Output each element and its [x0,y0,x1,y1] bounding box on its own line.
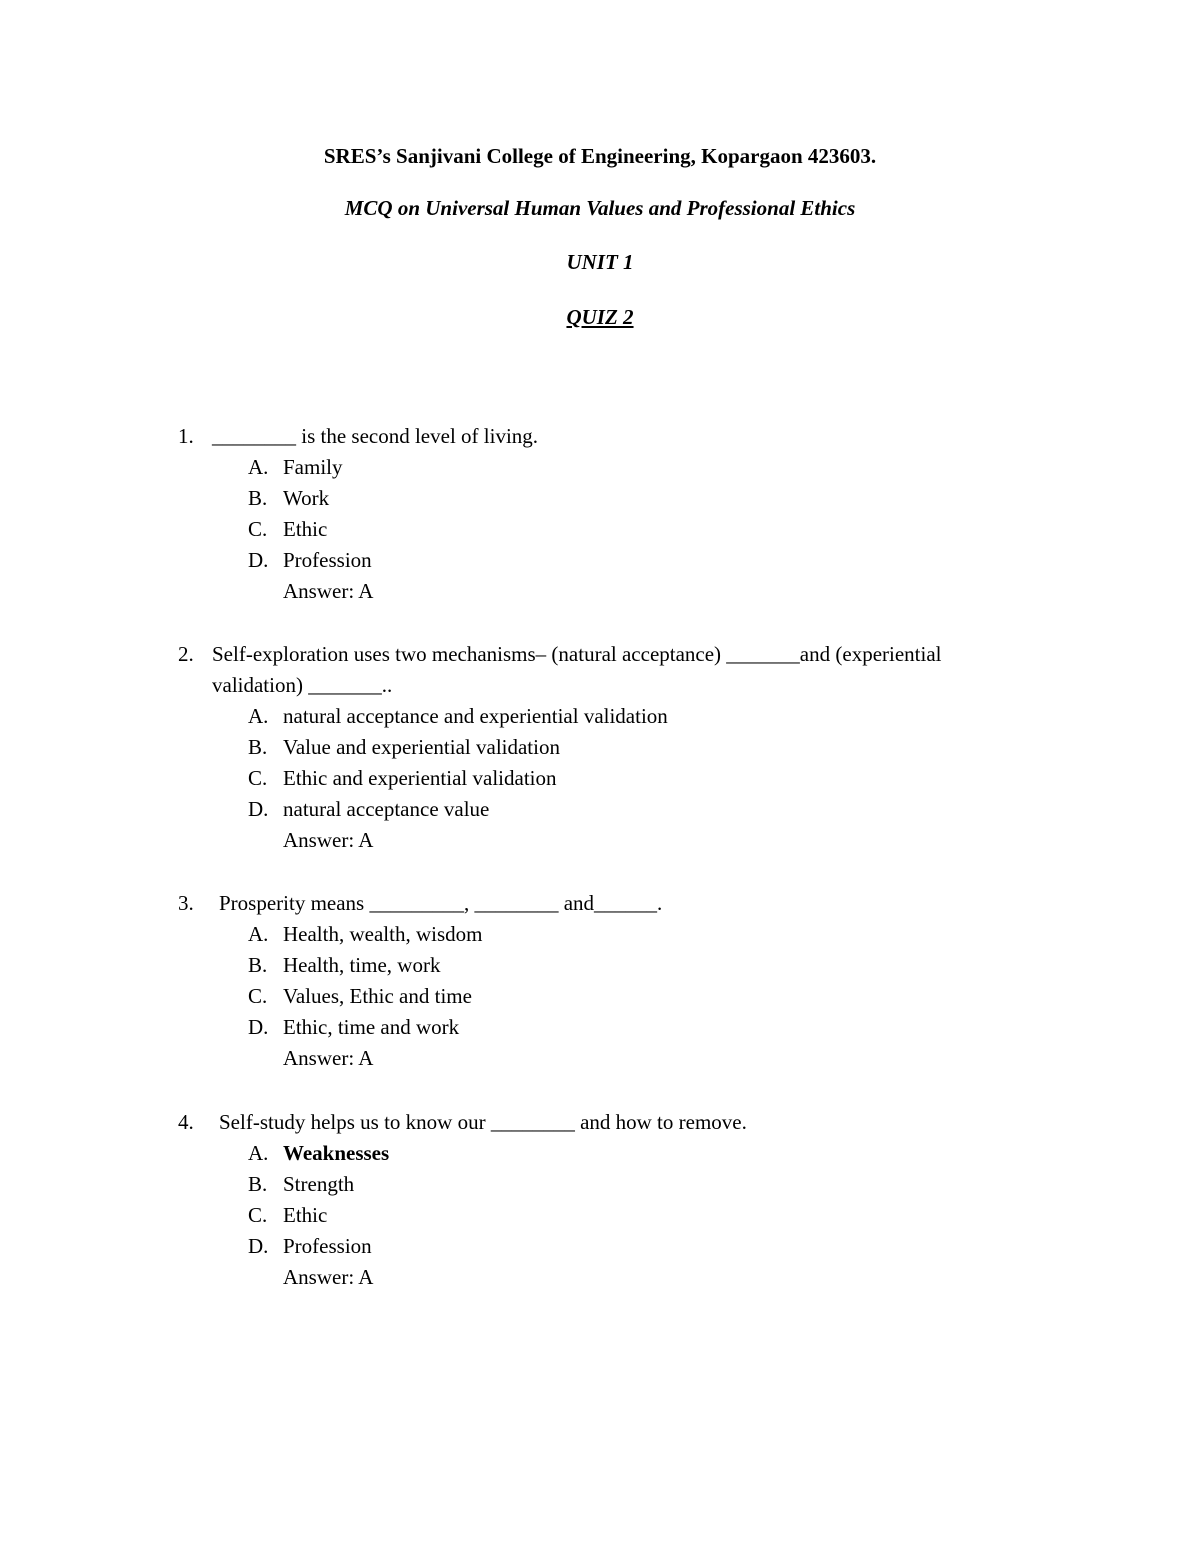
question-1 [0,421,1200,607]
option-text: Profession [283,1234,372,1258]
option-a [0,701,1200,732]
option-text: Values, Ethic and time [283,984,472,1008]
option-b [0,1169,1200,1200]
option-text: natural acceptance value [283,797,490,821]
option-text: Health, wealth, wisdom [283,922,483,946]
option-d [0,794,1200,825]
option-text: Profession [283,548,372,572]
option-text: Strength [283,1172,355,1196]
option-letter: A. [248,704,269,728]
option-text: Ethic and experiential validation [283,766,557,790]
question-number: 1. [178,424,194,448]
option-a [0,1138,1200,1169]
question-number: 3. [178,891,194,915]
option-b [0,483,1200,514]
option-letter: D. [248,797,269,821]
option-text: natural acceptance and experiential validation [283,704,668,728]
option-d [0,1231,1200,1262]
answer-line: Answer: A [283,1265,374,1289]
option-text: Work [283,486,330,510]
option-a [0,452,1200,483]
option-d [0,545,1200,576]
option-text: Value and experiential validation [283,735,560,759]
answer-line: Answer: A [283,828,374,852]
option-text: Ethic, time and work [283,1015,460,1039]
question-text: Self-exploration uses two mechanisms– (natural acceptance) _______and (experiential [212,642,942,666]
option-b [0,732,1200,763]
subject-heading: MCQ on Universal Human Values and Professional Ethics [344,196,856,220]
option-letter: C. [248,984,268,1008]
option-letter: A. [248,922,269,946]
option-b [0,950,1200,981]
question-number: 2. [178,642,194,666]
unit-heading: UNIT 1 [566,250,634,274]
option-text: Ethic [283,1203,328,1227]
option-d [0,1012,1200,1043]
college-heading: SRES’s Sanjivani College of Engineering, Kopargaon 423603. [323,144,877,168]
option-letter: D. [248,1234,269,1258]
option-letter: C. [248,766,268,790]
option-letter: B. [248,953,268,977]
question-4 [0,1107,1200,1293]
quiz-heading: QUIZ 2 [566,305,634,329]
option-letter: D. [248,1015,269,1039]
option-c [0,514,1200,545]
question-text: Self-study helps us to know our ________ and how to remove. [219,1110,747,1134]
answer-line: Answer: A [283,1046,374,1070]
question-text-continued: validation) _______.. [212,673,393,697]
option-letter: C. [248,1203,268,1227]
question-2 [0,639,1200,856]
question-3 [0,888,1200,1074]
option-letter: B. [248,1172,268,1196]
option-letter: B. [248,735,268,759]
question-text: ________ is the second level of living. [212,424,539,448]
option-letter: D. [248,548,269,572]
option-text: Ethic [283,517,328,541]
option-text: Health, time, work [283,953,441,977]
option-letter: B. [248,486,268,510]
question-number: 4. [178,1110,194,1134]
question-text: Prosperity means _________, ________ and______. [219,891,663,915]
answer-line: Answer: A [283,579,374,603]
option-c [0,763,1200,794]
option-letter: A. [248,1141,269,1165]
option-c [0,981,1200,1012]
option-c [0,1200,1200,1231]
option-text: Family [283,455,343,479]
option-a [0,919,1200,950]
option-letter: A. [248,455,269,479]
option-letter: C. [248,517,268,541]
option-text: Weaknesses [283,1141,390,1165]
